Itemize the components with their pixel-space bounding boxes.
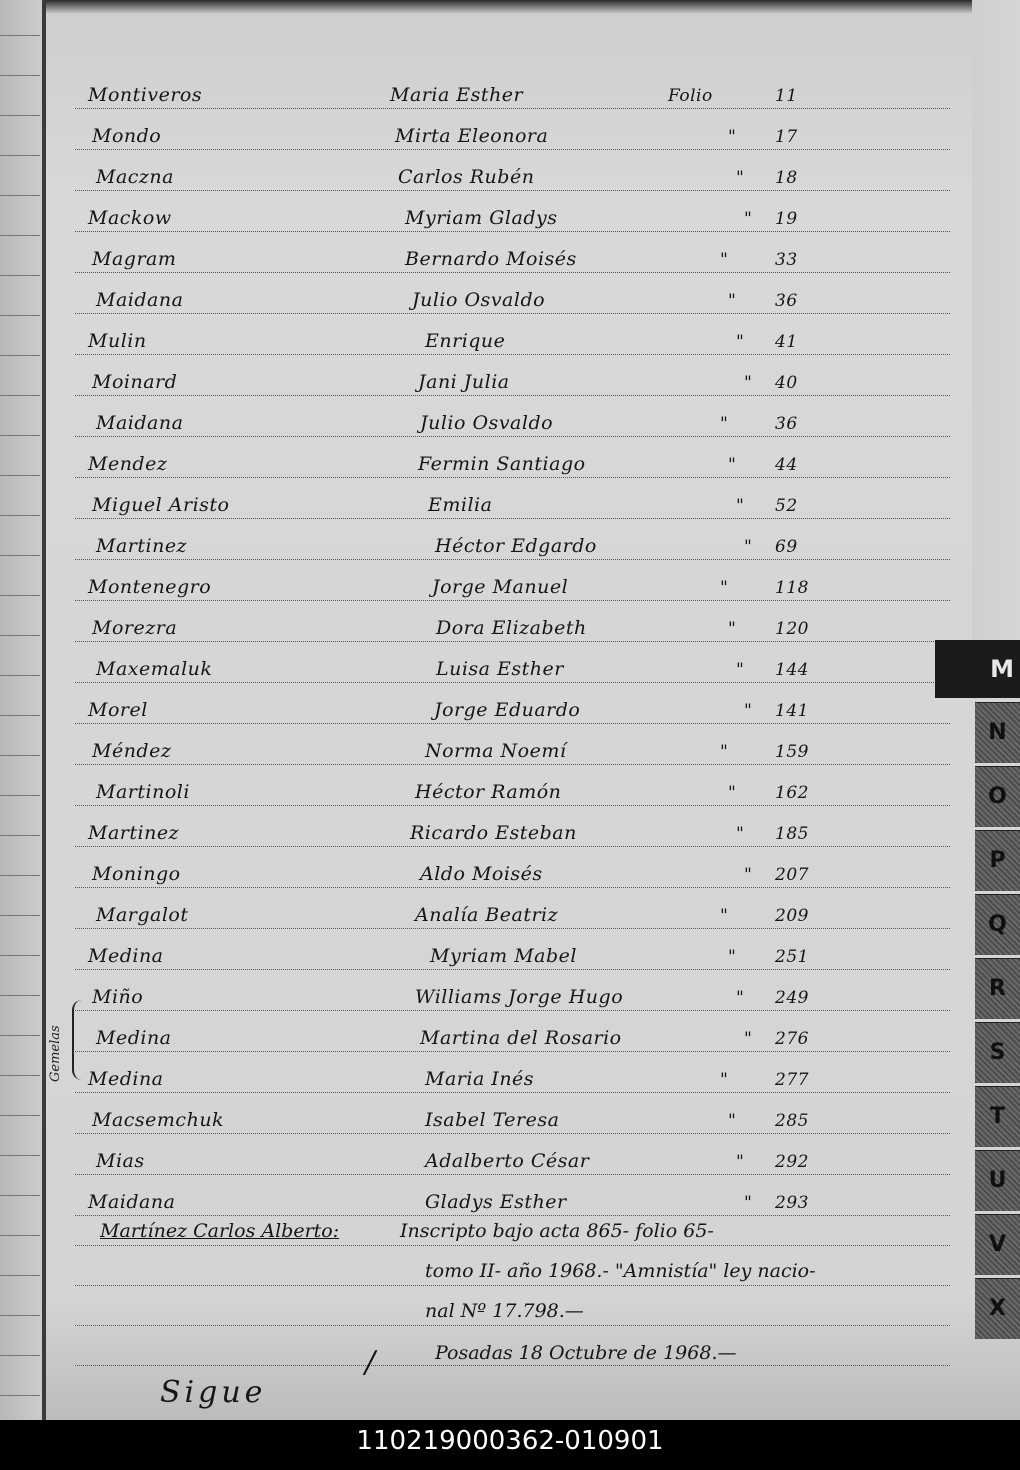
entry-surname: Medina [96, 1027, 172, 1049]
entry-folio-number: 251 [775, 947, 809, 967]
entry-given-name: Myriam Mabel [430, 945, 577, 967]
list-item [0, 970, 960, 1010]
entry-given-name: Enrique [425, 330, 506, 352]
margin-tick [0, 1355, 40, 1356]
twins-bracket [72, 1000, 88, 1080]
index-tab[interactable]: V [975, 1214, 1020, 1275]
margin-tick [0, 1275, 40, 1276]
ruled-line [75, 1285, 950, 1286]
index-tab[interactable]: U [975, 1150, 1020, 1211]
list-item [0, 1093, 960, 1133]
entry-given-name: Maria Inés [425, 1068, 535, 1090]
entry-folio-number: 120 [775, 619, 809, 639]
entry-given-name: Martina del Rosario [420, 1027, 622, 1049]
list-item [0, 191, 960, 231]
entry-given-name: Isabel Teresa [425, 1109, 560, 1131]
entry-folio-prefix: Folio [668, 86, 713, 106]
list-item [0, 355, 960, 395]
list-item [0, 68, 960, 108]
entry-folio-number: 40 [775, 373, 798, 393]
entry-surname: Martinoli [96, 781, 190, 803]
entry-folio-prefix: " [720, 906, 729, 926]
list-item [0, 683, 960, 723]
index-tab-active[interactable]: M [935, 640, 1020, 698]
index-tab[interactable]: X [975, 1278, 1020, 1339]
entry-surname: Mulin [88, 330, 147, 352]
entry-folio-prefix: " [720, 1070, 729, 1090]
entry-folio-number: 36 [775, 414, 798, 434]
entry-surname: Medina [88, 945, 164, 967]
index-tab[interactable]: P [975, 830, 1020, 891]
entry-folio-number: 249 [775, 988, 809, 1008]
list-item [0, 314, 960, 354]
entry-surname: Miguel Aristo [92, 494, 230, 516]
entry-surname: Mackow [88, 207, 172, 229]
page-edge [972, 0, 1020, 640]
list-item [0, 519, 960, 559]
entry-folio-prefix: " [728, 127, 737, 147]
list-item [0, 888, 960, 928]
entry-given-name: Mirta Eleonora [395, 125, 549, 147]
entry-folio-number: 207 [775, 865, 809, 885]
entry-surname: Morezra [92, 617, 178, 639]
entry-folio-prefix: " [736, 1152, 745, 1172]
entry-given-name: Julio Osvaldo [412, 289, 546, 311]
entry-surname: Montenegro [88, 576, 212, 598]
index-tab[interactable]: N [975, 702, 1020, 763]
note-line-1: Inscripto bajo acta 865- folio 65- [400, 1220, 714, 1242]
index-tab[interactable]: R [975, 958, 1020, 1019]
entry-folio-prefix: " [728, 783, 737, 803]
entry-folio-prefix: " [728, 291, 737, 311]
entry-folio-number: 41 [775, 332, 798, 352]
entry-folio-prefix: " [744, 701, 753, 721]
entry-surname: Mondo [92, 125, 162, 147]
entry-folio-prefix: " [728, 1111, 737, 1131]
entry-folio-prefix: " [728, 619, 737, 639]
entry-surname: Morel [88, 699, 148, 721]
index-tab[interactable]: T [975, 1086, 1020, 1147]
entry-given-name: Carlos Rubén [398, 166, 535, 188]
entry-surname: Maidana [88, 1191, 176, 1213]
entry-given-name: Gladys Esther [425, 1191, 567, 1213]
list-item [0, 847, 960, 887]
entry-folio-number: 141 [775, 701, 809, 721]
list-item [0, 642, 960, 682]
entry-folio-number: 11 [775, 86, 798, 106]
list-item [0, 1134, 960, 1174]
list-item [0, 109, 960, 149]
entry-surname: Medina [88, 1068, 164, 1090]
note-line-4: Posadas 18 Octubre de 1968.— [435, 1342, 737, 1364]
list-item [0, 1052, 960, 1092]
note-line-3: nal Nº 17.798.— [425, 1300, 584, 1322]
entry-surname: Maidana [96, 289, 184, 311]
margin-tick [0, 1235, 40, 1236]
entry-given-name: Jorge Manuel [432, 576, 569, 598]
entry-given-name: Bernardo Moisés [405, 248, 577, 270]
entry-surname: Margalot [96, 904, 189, 926]
entry-given-name: Emilia [428, 494, 493, 516]
entry-given-name: Maria Esther [390, 84, 524, 106]
entry-folio-number: 185 [775, 824, 809, 844]
entry-given-name: Héctor Edgardo [435, 535, 597, 557]
note-name: Martínez Carlos Alberto: [100, 1220, 340, 1242]
footer-code: 110219000362-010901 [0, 1420, 1020, 1470]
list-item [0, 396, 960, 436]
entry-folio-prefix: " [736, 660, 745, 680]
entry-given-name: Jani Julia [418, 371, 510, 393]
entry-folio-number: 209 [775, 906, 809, 926]
list-item [0, 724, 960, 764]
entry-surname: Magram [92, 248, 177, 270]
list-item [0, 806, 960, 846]
list-item [0, 1175, 960, 1215]
sigue-mark: Sigue [160, 1375, 267, 1410]
entry-folio-number: 33 [775, 250, 798, 270]
ruled-line [75, 1215, 950, 1216]
entry-given-name: Aldo Moisés [420, 863, 543, 885]
index-tabs [935, 640, 1020, 1400]
entry-given-name: Adalberto César [425, 1150, 590, 1172]
entry-folio-number: 19 [775, 209, 798, 229]
entry-surname: Méndez [92, 740, 172, 762]
ruled-line [75, 1325, 950, 1326]
entry-given-name: Ricardo Esteban [410, 822, 577, 844]
entry-given-name: Jorge Eduardo [434, 699, 581, 721]
entry-given-name: Fermin Santiago [418, 453, 586, 475]
list-item [0, 232, 960, 272]
entry-given-name: Dora Elizabeth [436, 617, 587, 639]
list-item [0, 437, 960, 477]
entry-surname: Maczna [96, 166, 174, 188]
list-item [0, 765, 960, 805]
entry-folio-prefix: " [744, 1193, 753, 1213]
entry-given-name: Norma Noemí [425, 740, 567, 762]
entry-surname: Maxemaluk [96, 658, 213, 680]
entry-folio-prefix: " [744, 865, 753, 885]
index-tab[interactable]: Q [975, 894, 1020, 955]
slash-mark: / [365, 1345, 376, 1380]
entry-folio-number: 292 [775, 1152, 809, 1172]
list-item [0, 929, 960, 969]
entry-folio-prefix: " [720, 742, 729, 762]
entry-folio-prefix: " [744, 1029, 753, 1049]
entry-folio-number: 144 [775, 660, 809, 680]
entry-folio-number: 17 [775, 127, 798, 147]
entry-surname: Macsemchuk [92, 1109, 225, 1131]
list-item [0, 273, 960, 313]
list-item [0, 478, 960, 518]
entry-folio-prefix: " [736, 332, 745, 352]
entry-given-name: Williams Jorge Hugo [415, 986, 624, 1008]
entry-folio-prefix: " [736, 496, 745, 516]
entry-folio-number: 36 [775, 291, 798, 311]
list-item [0, 1011, 960, 1051]
entry-folio-number: 52 [775, 496, 798, 516]
entry-folio-prefix: " [720, 414, 729, 434]
entry-folio-number: 18 [775, 168, 798, 188]
entry-folio-number: 293 [775, 1193, 809, 1213]
entry-surname: Miño [92, 986, 144, 1008]
entry-folio-prefix: " [728, 455, 737, 475]
entry-folio-prefix: " [744, 537, 753, 557]
entry-surname: Martinez [88, 822, 180, 844]
entry-folio-prefix: " [736, 824, 745, 844]
entry-folio-prefix: " [744, 209, 753, 229]
list-item [0, 601, 960, 641]
index-tab[interactable]: S [975, 1022, 1020, 1083]
entry-folio-number: 159 [775, 742, 809, 762]
entry-folio-prefix: " [720, 578, 729, 598]
entry-folio-number: 69 [775, 537, 798, 557]
entry-surname: Moningo [92, 863, 181, 885]
entry-surname: Mias [96, 1150, 145, 1172]
entry-folio-number: 118 [775, 578, 809, 598]
entry-folio-prefix: " [736, 988, 745, 1008]
entry-folio-prefix: " [720, 250, 729, 270]
ruled-line [75, 1365, 950, 1366]
margin-tick [0, 1395, 40, 1396]
entry-surname: Martinez [96, 535, 188, 557]
entry-surname: Maidana [96, 412, 184, 434]
entry-folio-number: 276 [775, 1029, 809, 1049]
twins-label: Gemelas [48, 1025, 63, 1082]
entry-folio-number: 285 [775, 1111, 809, 1131]
entry-given-name: Luisa Esther [436, 658, 564, 680]
entry-folio-number: 277 [775, 1070, 809, 1090]
margin-tick [0, 35, 40, 36]
entry-folio-number: 44 [775, 455, 798, 475]
entry-surname: Montiveros [88, 84, 203, 106]
ruled-line [75, 1245, 950, 1246]
margin-tick [0, 1315, 40, 1316]
entry-folio-prefix: " [736, 168, 745, 188]
entry-surname: Mendez [88, 453, 168, 475]
note-line-2: tomo II- año 1968.- "Amnistía" ley nacio- [425, 1260, 816, 1282]
list-item [0, 150, 960, 190]
entry-given-name: Myriam Gladys [405, 207, 558, 229]
entry-surname: Moinard [92, 371, 178, 393]
entry-folio-prefix: " [744, 373, 753, 393]
entry-given-name: Héctor Ramón [415, 781, 562, 803]
list-item [0, 560, 960, 600]
entry-given-name: Analía Beatriz [415, 904, 559, 926]
entry-folio-number: 162 [775, 783, 809, 803]
entry-given-name: Julio Osvaldo [420, 412, 554, 434]
entry-folio-prefix: " [728, 947, 737, 967]
index-tab[interactable]: O [975, 766, 1020, 827]
